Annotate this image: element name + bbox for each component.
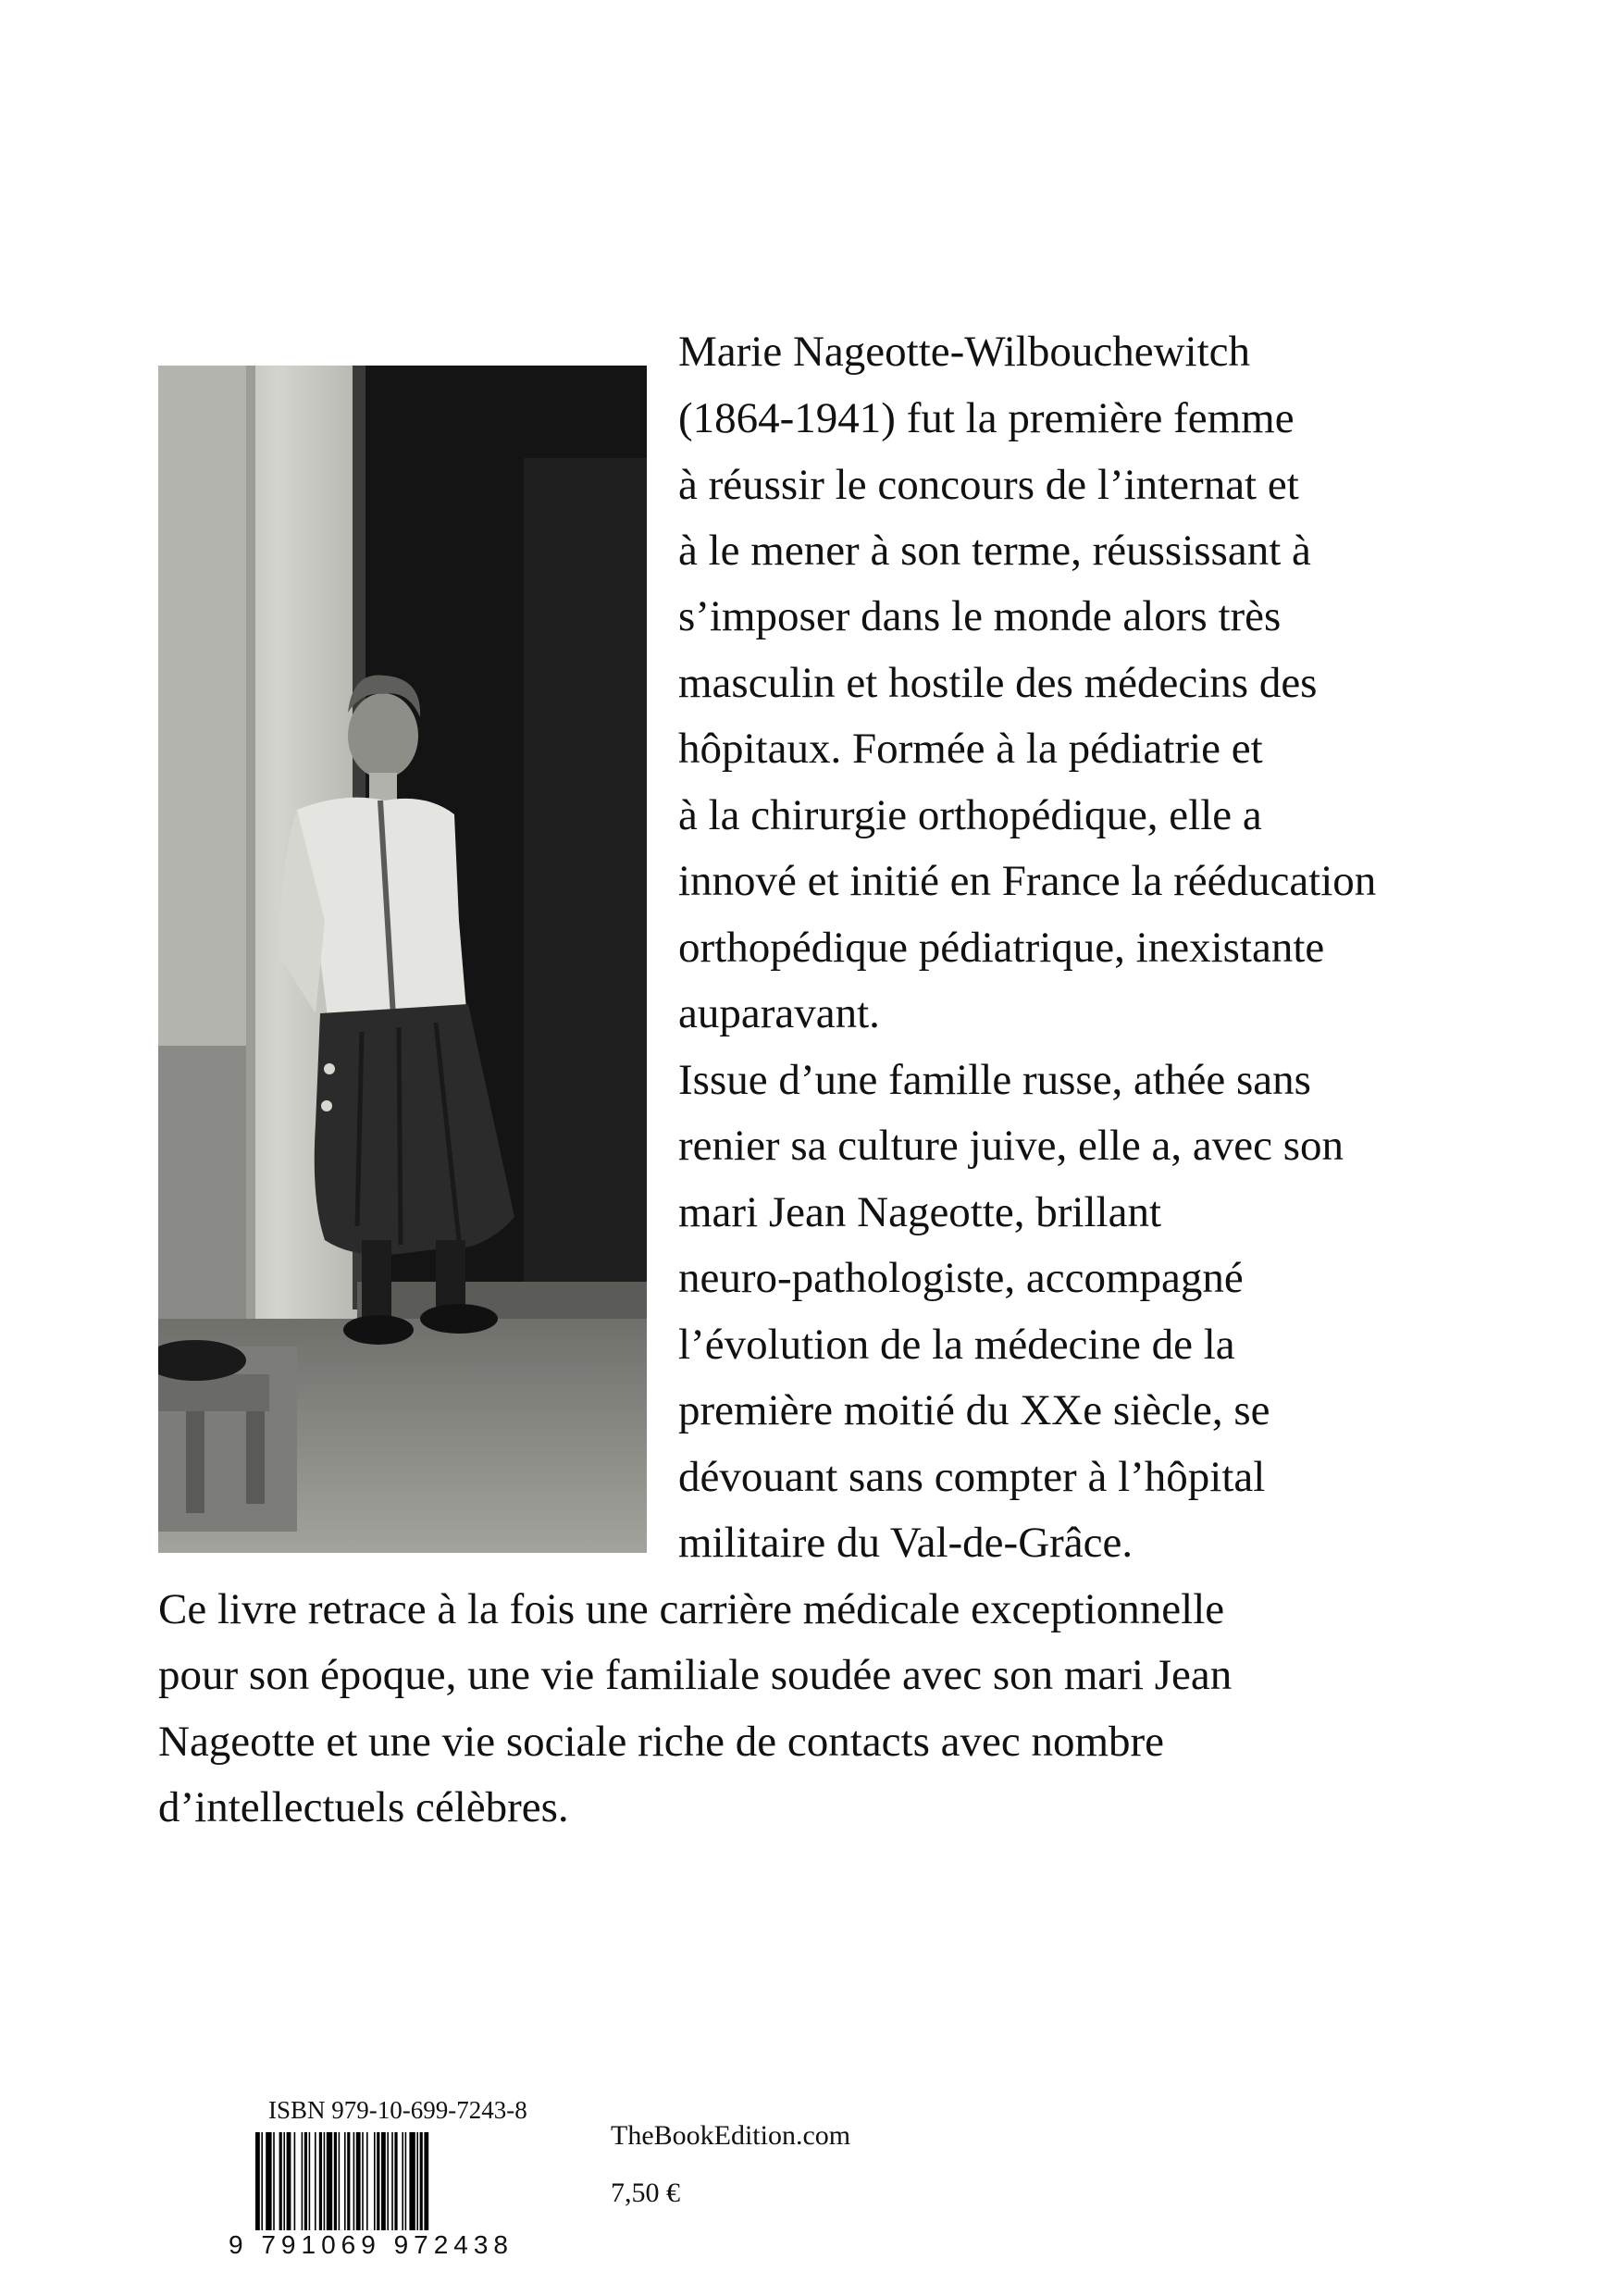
blurb-line: à réussir le concours de l’internat et <box>678 461 1299 509</box>
barcode-bar <box>309 2132 311 2230</box>
blurb-line: auparavant. <box>678 989 880 1037</box>
barcode-bar <box>381 2132 386 2230</box>
barcode-bar <box>366 2132 368 2230</box>
barcode-bar <box>377 2132 379 2230</box>
barcode-bar <box>387 2132 389 2230</box>
blurb-line: militaire du Val-de-Grâce. <box>678 1519 1134 1567</box>
barcode-bars <box>255 2132 565 2230</box>
barcode <box>255 2132 565 2230</box>
blurb-line: pour son époque, une vie familiale soudée avec son mari Jean <box>158 1651 1233 1699</box>
blurb-line: mari Jean Nageotte, brillant <box>678 1188 1162 1236</box>
blurb-line: Ce livre retrace à la fois une carrière médicale exceptionnelle <box>158 1585 1225 1633</box>
barcode-bar <box>304 2132 307 2230</box>
barcode-bar <box>327 2132 332 2230</box>
blurb-line: Issue d’une famille russe, athée sans <box>678 1056 1311 1104</box>
barcode-bar <box>424 2132 428 2230</box>
barcode-bar <box>283 2132 285 2230</box>
barcode-bar <box>391 2132 393 2230</box>
blurb-line: l’évolution de la médecine de la <box>678 1321 1235 1369</box>
barcode-bar <box>279 2132 282 2230</box>
author-photo-illustration <box>158 366 647 1553</box>
barcode-bar <box>339 2132 341 2230</box>
isbn-label: ISBN 979-10-699-7243-8 <box>268 2096 527 2124</box>
barcode-bar <box>409 2132 415 2230</box>
barcode-bar <box>402 2132 403 2230</box>
barcode-bar <box>344 2132 346 2230</box>
author-photo <box>158 366 647 1553</box>
blurb-line: à la chirurgie orthopédique, elle a <box>678 791 1262 839</box>
blurb-line: orthopédique pédiatrique, inexistante <box>678 924 1325 972</box>
barcode-bar <box>319 2132 322 2230</box>
barcode-bar <box>302 2132 304 2230</box>
barcode-bar <box>261 2132 263 2230</box>
barcode-bar <box>353 2132 355 2230</box>
blurb-line: masculin et hostile des médecins des <box>678 659 1318 707</box>
barcode-bar <box>287 2132 291 2230</box>
blurb-line: à le mener à son terme, réussissant à <box>678 527 1311 575</box>
barcode-bar <box>362 2132 364 2230</box>
blurb-line: Marie Nageotte-Wilbouchewitch <box>678 328 1250 376</box>
blurb-line: Nageotte et une vie sociale riche de contacts avec nombre <box>158 1718 1165 1766</box>
barcode-bar <box>347 2132 350 2230</box>
barcode-bar <box>405 2132 407 2230</box>
blurb-line: première moitié du XXe siècle, se <box>678 1386 1270 1434</box>
blurb-line: innové et initié en France la rééducation <box>678 857 1377 905</box>
barcode-bar <box>356 2132 361 2230</box>
blurb-line: hôpitaux. Formée à la pédiatrie et <box>678 725 1263 773</box>
blurb-line: neuro-pathologiste, accompagné <box>678 1254 1244 1302</box>
price: 7,50 € <box>611 2178 680 2208</box>
barcode-bar <box>294 2132 296 2230</box>
barcode-bar <box>416 2132 418 2230</box>
barcode-bar <box>266 2132 271 2230</box>
barcode-bar <box>334 2132 337 2230</box>
blurb-line: s’imposer dans le monde alors très <box>678 592 1282 640</box>
barcode-bar <box>420 2132 423 2230</box>
blurb-line: d’intellectuels célèbres. <box>158 1783 569 1831</box>
barcode-bar <box>374 2132 376 2230</box>
blurb-line: renier sa culture juive, elle a, avec son <box>678 1122 1344 1170</box>
publisher: TheBookEdition.com <box>611 2120 851 2151</box>
barcode-digits: 9 791069 972438 <box>229 2230 514 2259</box>
barcode-bar <box>324 2132 326 2230</box>
barcode-bar <box>315 2132 316 2230</box>
blurb-line: (1864-1941) fut la première femme <box>678 394 1295 442</box>
barcode-bar <box>394 2132 397 2230</box>
barcode-bar <box>273 2132 275 2230</box>
barcode-bar <box>255 2132 260 2230</box>
blurb-line: dévouant sans compter à l’hôpital <box>678 1453 1266 1501</box>
